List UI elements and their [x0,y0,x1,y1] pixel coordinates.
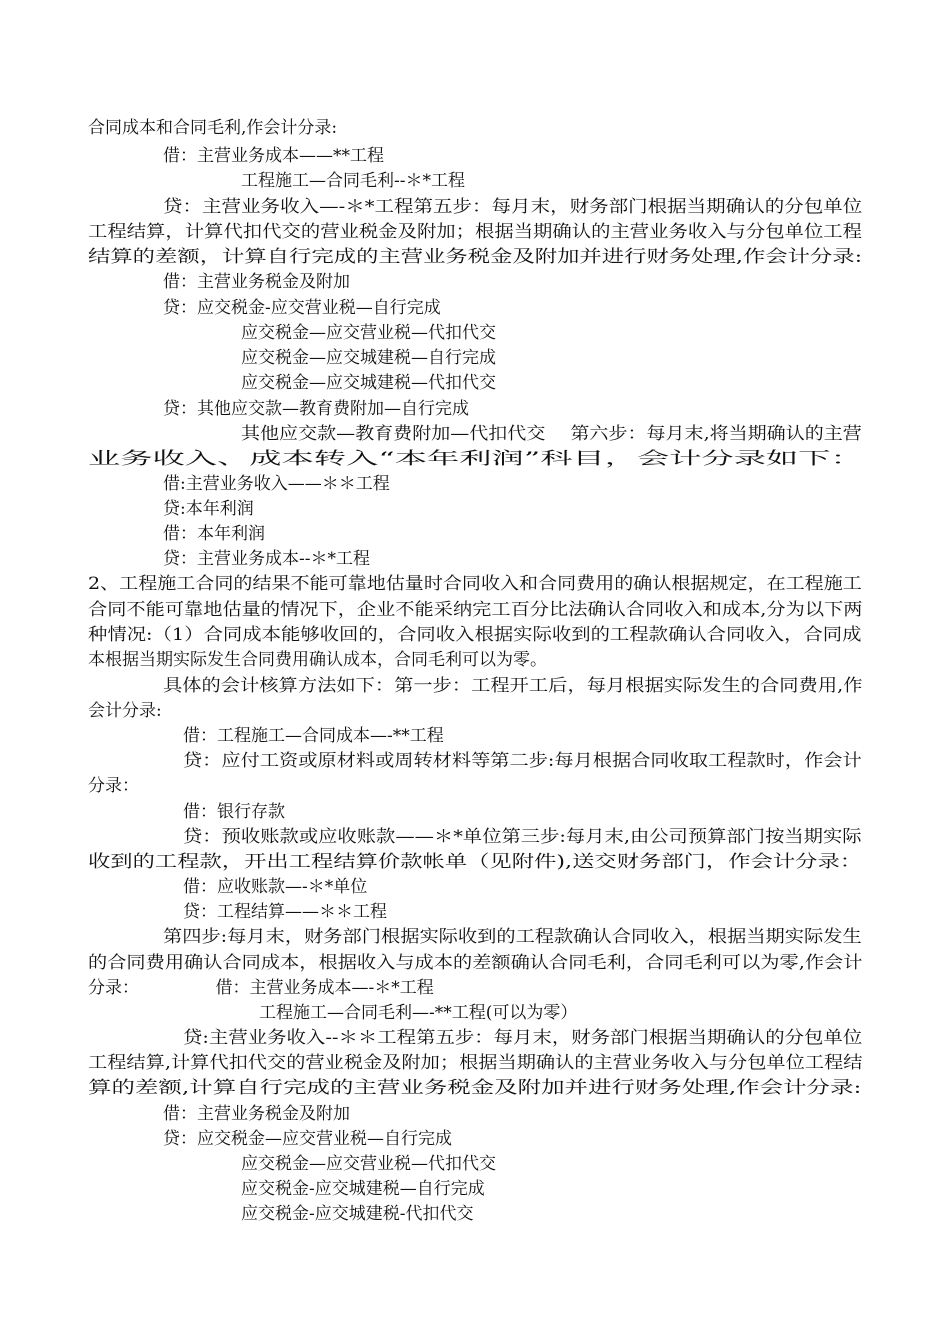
text-line: 工程结算,计算代扣代交的营业税金及附加；根据当期确认的主营业务收入与分包单位工程结 [88,1053,863,1073]
text-line: 借：主营业务成本——**工程 [163,146,384,166]
text-line: 贷：应交税金—应交营业税—自行完成 [163,1129,452,1149]
text-line: 借:主营业务收入——＊＊工程 [163,474,390,494]
text-line: 分录： [88,776,139,796]
text-line: 借：主营业务税金及附加 [163,272,350,292]
text-line: 应交税金—应交城建税—自行完成 [241,348,496,368]
text-line: 应交税金—应交营业税—代扣代交 [241,1154,496,1174]
text-line: 借：主营业务税金及附加 [163,1104,350,1124]
text-line: 2、工程施工合同的结果不能可靠地估量时合同收入和合同费用的确认根据规定，在工程施工 [88,574,862,594]
text-line: 分录： 借：主营业务成本—-＊*工程 [88,978,434,998]
text-line: 应交税金—应交营业税—代扣代交 [241,323,496,343]
text-line: 算的差额,计算自行完成的主营业务税金及附加并进行财务处理,作会计分录: [88,1078,862,1098]
text-line: 贷：主营业务收入—-＊*工程第五步：每月末，财务部门根据当期确认的分包单位 [163,197,863,217]
text-line: 工程施工—合同毛利--＊*工程 [241,171,465,191]
text-line: 的合同费用确认合同成本，根据收入与成本的差额确认合同毛利，合同毛利可以为零,作会计 [88,953,863,973]
text-line: 业务收入、成本转入“本年利润”科目，会计分录如下： [88,449,863,469]
text-line: 应交税金-应交城建税-代扣代交 [241,1204,474,1224]
text-line: 工程结算，计算代扣代交的营业税金及附加；根据当期确认的主营业务收入与分包单位工程 [88,222,862,242]
text-line: 合同不能可靠地估量的情况下，企业不能采纳完工百分比法确认合同收入和成本,分为以下两 [88,600,863,620]
text-line: 工程施工—合同毛利—-**工程(可以为零） [259,1003,578,1023]
text-line: 第四步:每月末，财务部门根据实际收到的工程款确认合同收入，根据当期实际发生 [163,927,862,947]
text-line: 借：银行存款 [183,802,285,822]
text-line: 贷：应付工资或原材料或周转材料等第二步:每月根据合同收取工程款时，作会计 [183,751,862,771]
text-line: 贷:主营业务收入--＊＊工程第五步：每月末，财务部门根据当期确认的分包单位 [183,1028,863,1048]
text-line: 应交税金-应交城建税—自行完成 [241,1179,485,1199]
text-line: 借：本年利润 [163,524,265,544]
text-line: 贷：主营业务成本--＊*工程 [163,549,370,569]
text-line: 贷：工程结算——＊＊工程 [183,902,387,922]
text-line: 具体的会计核算方法如下：第一步：工程开工后，每月根据实际发生的合同费用,作 [163,676,863,696]
text-line: 种情况:（1）合同成本能够收回的，合同收入根据实际收到的工程款确认合同收入，合同成 [88,625,862,645]
text-line: 会计分录: [88,701,162,721]
text-line: 结算的差额，计算自行完成的主营业务税金及附加并进行财务处理,作会计分录: [88,247,863,267]
text-line: 其他应交款—教育费附加—代扣代交 第六步：每月末,将当期确认的主营 [241,424,862,444]
text-line: 应交税金—应交城建税—代扣代交 [241,373,496,393]
text-line: 收到的工程款，开出工程结算价款帐单（见附件),送交财务部门，作会计分录： [88,852,863,872]
text-line: 贷：应交税金-应交营业税—自行完成 [163,298,441,318]
text-line: 贷：其他应交款—教育费附加—自行完成 [163,399,469,419]
text-line: 借：工程施工—合同成本—-**工程 [183,726,444,746]
text-line: 贷：预收账款或应收账款——＊*单位第三步:每月末,由公司预算部门按当期实际 [183,827,862,847]
text-line: 借：应收账款—-＊*单位 [183,877,368,897]
text-line: 合同成本和合同毛利,作会计分录: [88,118,338,138]
text-line: 本根据当期实际发生合同费用确认成本，合同毛利可以为零。 [88,650,547,670]
text-line: 贷:本年利润 [163,499,254,519]
